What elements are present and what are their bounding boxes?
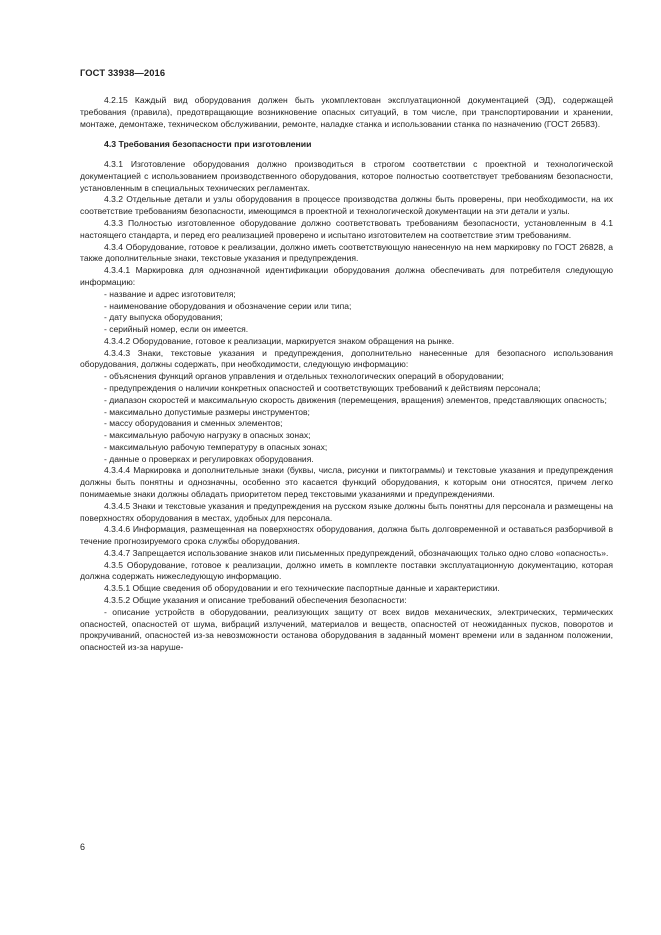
list-item: - серийный номер, если он имеется. [104,324,249,335]
list-item: - название и адрес изготовителя; [104,288,236,299]
paragraph: 4.3.4.6 Информация, размещенная на поверхностях оборудования, должна быть долговременной и оставаться разборчивой в течение прогнозируемого срока службы оборудования. [80,524,613,547]
list-item: - наименование оборудования и обозначение серии или типа; [104,300,352,311]
paragraph: 4.3.2 Отдельные детали и узлы оборудования в процессе производства должны быть проверены, при необходимости, на их соответствие требованиям безопасности, имеющимся в проектной и технологической документации на эти детали и узлы. [80,194,613,217]
paragraph: 4.3.5 Оборудование, готовое к реализации, должно иметь в комплекте поставки эксплуатационную документацию, которая должна содержать нижеследующую информацию. [80,559,613,582]
paragraph: 4.3.4.2 Оборудование, готовое к реализации, маркируется знаком обращения на рынке. [104,335,455,346]
paragraph: 4.3.5.1 Общие сведения об оборудовании и его технические паспортные данные и характеристики. [104,583,500,594]
paragraph: 4.3.1 Изготовление оборудования должно производиться в строгом соответствии с проектной и технологической документацией с использованием производственного оборудования, которое полностью соответствует требованиям безопасности, установленным в специальных технических регламентах. [80,159,613,193]
section-heading: 4.3 Требования безопасности при изготовлении [104,139,312,150]
list-item: - максимальную рабочую нагрузку в опасных зонах; [104,430,311,441]
paragraph: 4.3.4.7 Запрещается использование знаков или письменных предупреждений, обозначающих только одно слово «опасность». [104,547,609,558]
page-number: 6 [80,842,86,852]
list-item: - дату выпуска оборудования; [104,312,223,323]
paragraph: 4.3.4.4 Маркировка и дополнительные знаки (буквы, числа, рисунки и пиктограммы) и текстовые указания и предупреждения должны быть понятны и однозначны, особенно это касается функций оборудования, к которым они относятся, причем легко понимаемые знаки должны обладать приоритетом перед текстовыми указаниями и предупреждениями. [80,465,613,499]
list-item: - объяснения функций органов управления и отдельных технологических операций в оборудовании; [104,371,504,382]
document-header: ГОСТ 33938—2016 [80,67,166,78]
list-item: - диапазон скоростей и максимальную скорость движения (перемещения, вращения) элементов, представляющих опасность; [104,394,607,405]
list-item: - предупреждения о наличии конкретных опасностей и соответствующих требований к действиям персонала; [104,382,541,393]
document-body [80,89,613,654]
list-item: - максимально допустимые размеры инструментов; [104,406,310,417]
paragraph: 4.3.4 Оборудование, готовое к реализации, должно иметь соответствующую нанесенную на нем маркировку по ГОСТ 26828, а также дополнительные знаки, текстовые указания и предупреждения. [80,241,613,264]
paragraph-4-2-15: 4.2.15 Каждый вид оборудования должен быть укомплектован эксплуатационной документацией (ЭД), содержащей требования (правила), предотвращающие возникновение опасных ситуаций, в том числе, при транспортировании и хранении, монтаже, демонтаже, техническом обслуживании, ремонте, наладке станка и использовании станка по назначению (ГОСТ 26583). [80,95,613,129]
paragraph: 4.3.4.1 Маркировка для однозначной идентификации оборудования должна обеспечивать для потребителя следующую информацию: [80,265,613,287]
list-item: - описание устройств в оборудовании, реализующих защиту от всех видов механических, электрических, термических опасностей, опасностей от шума, вибраций излучений, материалов и веществ, опасностей от неожиданных пусков, поворотов и прокручиваний, опасностей из-за невозможности останова оборудования в заданный момент времени или в заданном положении, опасностей из-за наруше- [80,606,613,653]
list-item: - данные о проверках и регулировках оборудования. [104,453,314,464]
paragraph: 4.3.5.2 Общие указания и описание требований обеспечения безопасности: [104,595,407,606]
paragraph: 4.3.4.5 Знаки и текстовые указания и предупреждения на русском языке должны быть понятны для персонала и размещены на поверхностях оборудования в местах, удобных для персонала. [80,500,613,523]
paragraph: 4.3.4.3 Знаки, текстовые указания и предупреждения, дополнительно нанесенные для безопасного использования оборудования, должны содержать, при необходимости, следующую информацию: [80,347,613,370]
paragraph: 4.3.3 Полностью изготовленное оборудование должно соответствовать требованиям безопасности, установленным в 4.1 настоящего стандарта, и перед его реализацией проверено и испытано изготовителем на соответствие этим требованиям. [80,218,613,240]
list-item: - массу оборудования и сменных элементов; [104,418,283,429]
list-item: - максимальную рабочую температуру в опасных зонах; [104,441,328,452]
